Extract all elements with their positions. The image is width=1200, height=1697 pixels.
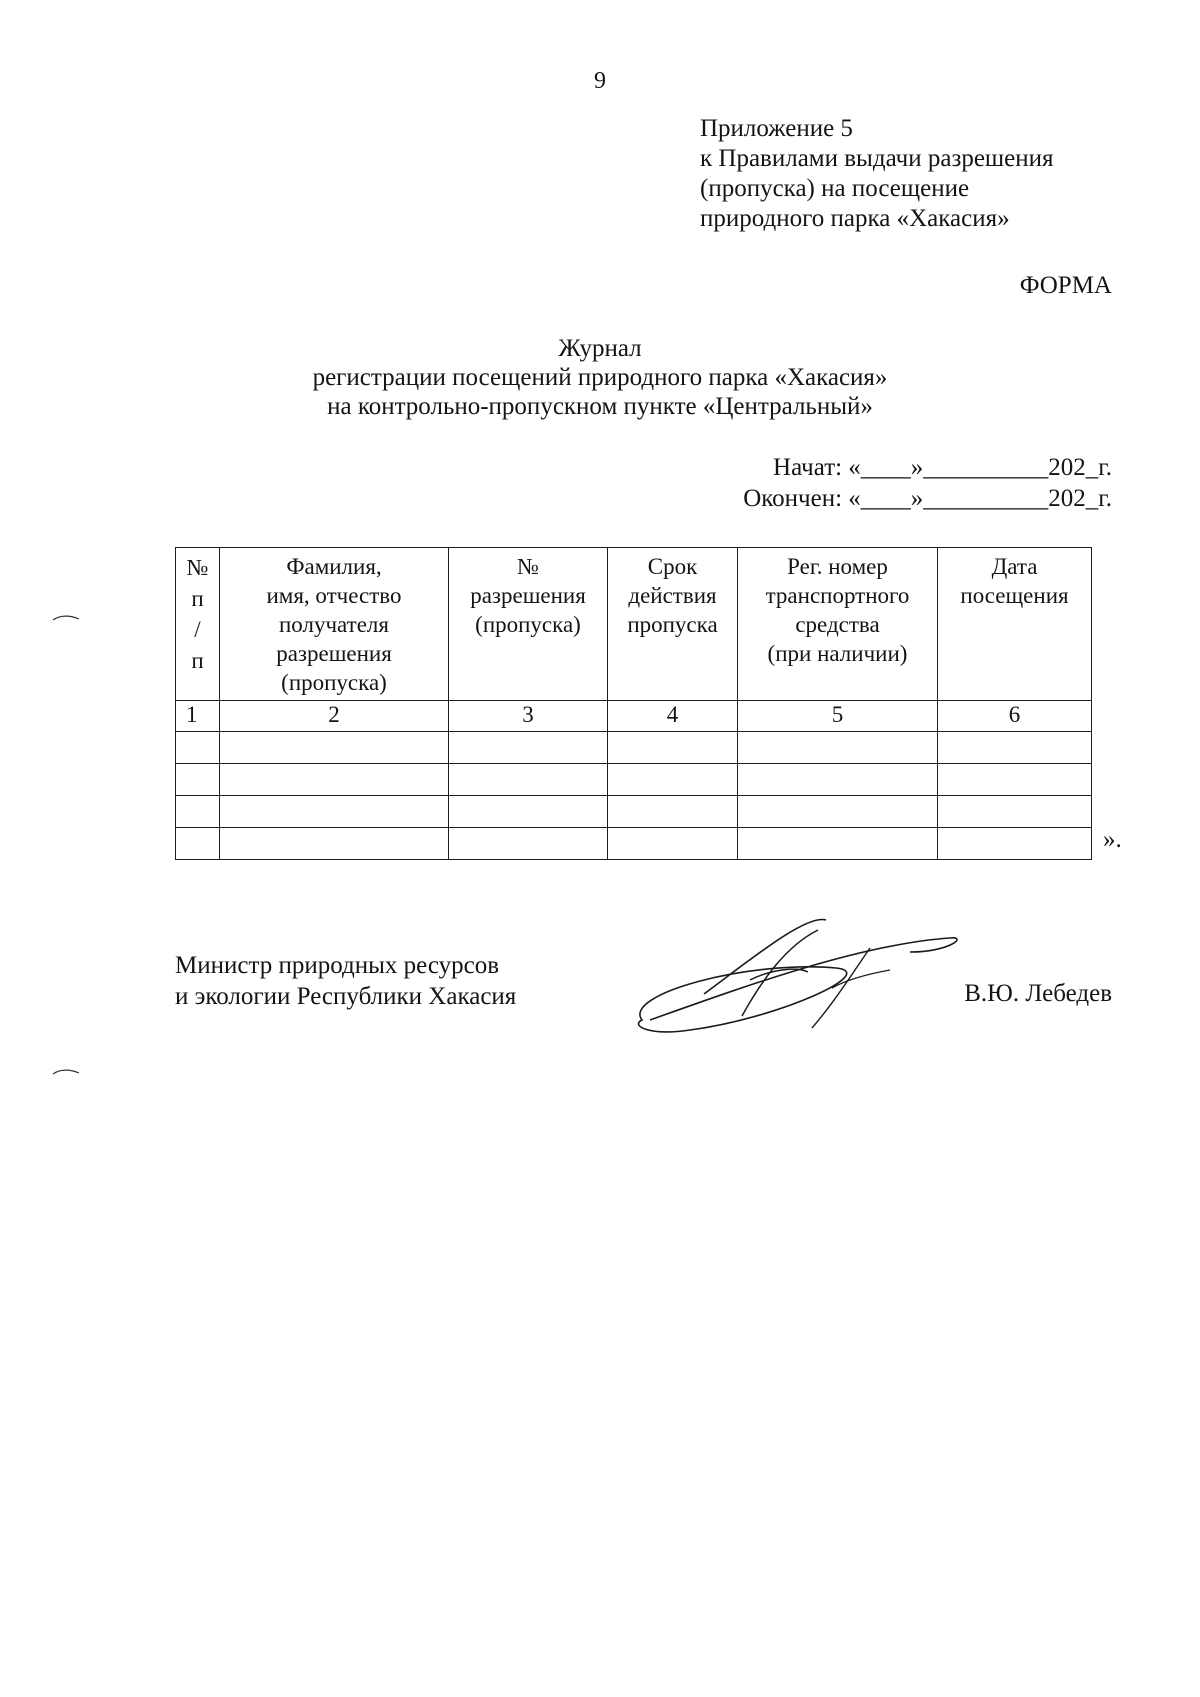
empty-cell	[938, 828, 1092, 860]
empty-cell	[176, 828, 220, 860]
header-cell-visit-date	[938, 548, 1092, 701]
header-line: /	[194, 617, 201, 642]
signer-title	[175, 950, 516, 1012]
appendix-line: Приложение 5	[700, 115, 853, 142]
page-number: 9	[594, 68, 606, 94]
header-cell-validity	[608, 548, 738, 701]
header-line: посещения	[960, 583, 1069, 608]
column-number-row	[176, 701, 1092, 732]
header-cell-number	[176, 548, 220, 701]
empty-cell	[738, 796, 938, 828]
end-date-line: Окончен: «____»__________202_г.	[743, 485, 1112, 512]
appendix-note	[700, 114, 1054, 234]
empty-cell	[938, 796, 1092, 828]
empty-cell	[220, 796, 449, 828]
empty-cell	[176, 732, 220, 764]
journal-dates	[743, 452, 1112, 514]
header-line: имя, отчество	[266, 583, 402, 608]
document-title	[0, 334, 1200, 421]
empty-cell	[449, 764, 608, 796]
column-number-cell: 5	[738, 701, 938, 732]
header-line: Рег. номер	[787, 554, 888, 579]
header-line: п	[191, 648, 204, 673]
header-line: (при наличии)	[767, 641, 908, 666]
empty-cell	[220, 828, 449, 860]
header-line: Дата	[991, 554, 1038, 579]
form-label: ФОРМА	[1019, 272, 1112, 299]
empty-cell	[449, 828, 608, 860]
empty-cell	[608, 732, 738, 764]
header-line: пропуска	[627, 612, 718, 637]
empty-cell	[938, 764, 1092, 796]
table-row	[176, 828, 1092, 860]
header-cell-permit-number	[449, 548, 608, 701]
header-line: средства	[795, 612, 880, 637]
header-line: Фамилия,	[286, 554, 382, 579]
header-line: (пропуска)	[475, 612, 581, 637]
title-line: Журнал	[558, 335, 642, 362]
table-header-row	[176, 548, 1092, 701]
start-date-line: Начат: «____»__________202_г.	[773, 454, 1112, 481]
header-line: транспортного	[765, 583, 910, 608]
empty-cell	[449, 732, 608, 764]
header-line: получателя	[279, 612, 389, 637]
empty-cell	[738, 828, 938, 860]
empty-cell	[220, 764, 449, 796]
header-line: Срок	[647, 554, 698, 579]
empty-cell	[176, 764, 220, 796]
header-cell-vehicle-number	[738, 548, 938, 701]
header-line: №	[517, 554, 539, 579]
table-row	[176, 732, 1092, 764]
table-row	[176, 796, 1092, 828]
header-line: (пропуска)	[281, 670, 387, 695]
empty-cell	[738, 764, 938, 796]
appendix-line: природного парка «Хакасия»	[700, 205, 1010, 232]
header-line: разрешения	[276, 641, 392, 666]
appendix-line: к Правилами выдачи разрешения	[700, 145, 1054, 172]
title-line: на контрольно-пропускном пункте «Центральный»	[327, 393, 873, 420]
column-number-cell: 3	[449, 701, 608, 732]
journal-table	[175, 547, 1092, 860]
handwritten-signature	[630, 908, 970, 1048]
header-line: разрешения	[470, 583, 586, 608]
signer-name: В.Ю. Лебедев	[964, 980, 1112, 1007]
header-line: №	[186, 555, 209, 580]
signer-title-line: и экологии Республики Хакасия	[175, 983, 517, 1010]
title-line: регистрации посещений природного парка «Хакасия»	[312, 364, 888, 391]
header-cell-full-name	[220, 548, 449, 701]
header-line: п	[191, 586, 204, 611]
appendix-line: (пропуска) на посещение	[700, 175, 970, 202]
empty-cell	[938, 732, 1092, 764]
empty-cell	[449, 796, 608, 828]
column-number-cell: 6	[938, 701, 1092, 732]
empty-cell	[738, 732, 938, 764]
signer-title-line: Министр природных ресурсов	[175, 952, 500, 979]
empty-cell	[608, 796, 738, 828]
column-number-cell: 4	[608, 701, 738, 732]
column-number-cell: 2	[220, 701, 449, 732]
empty-cell	[220, 732, 449, 764]
empty-cell	[608, 828, 738, 860]
closing-quote-mark: ».	[1103, 826, 1122, 853]
column-number-cell: 1	[176, 701, 220, 732]
empty-cell	[608, 764, 738, 796]
scan-artifact-mark	[52, 614, 80, 622]
table-row	[176, 764, 1092, 796]
scan-artifact-mark	[52, 1068, 80, 1076]
header-line: действия	[628, 583, 717, 608]
empty-cell	[176, 796, 220, 828]
